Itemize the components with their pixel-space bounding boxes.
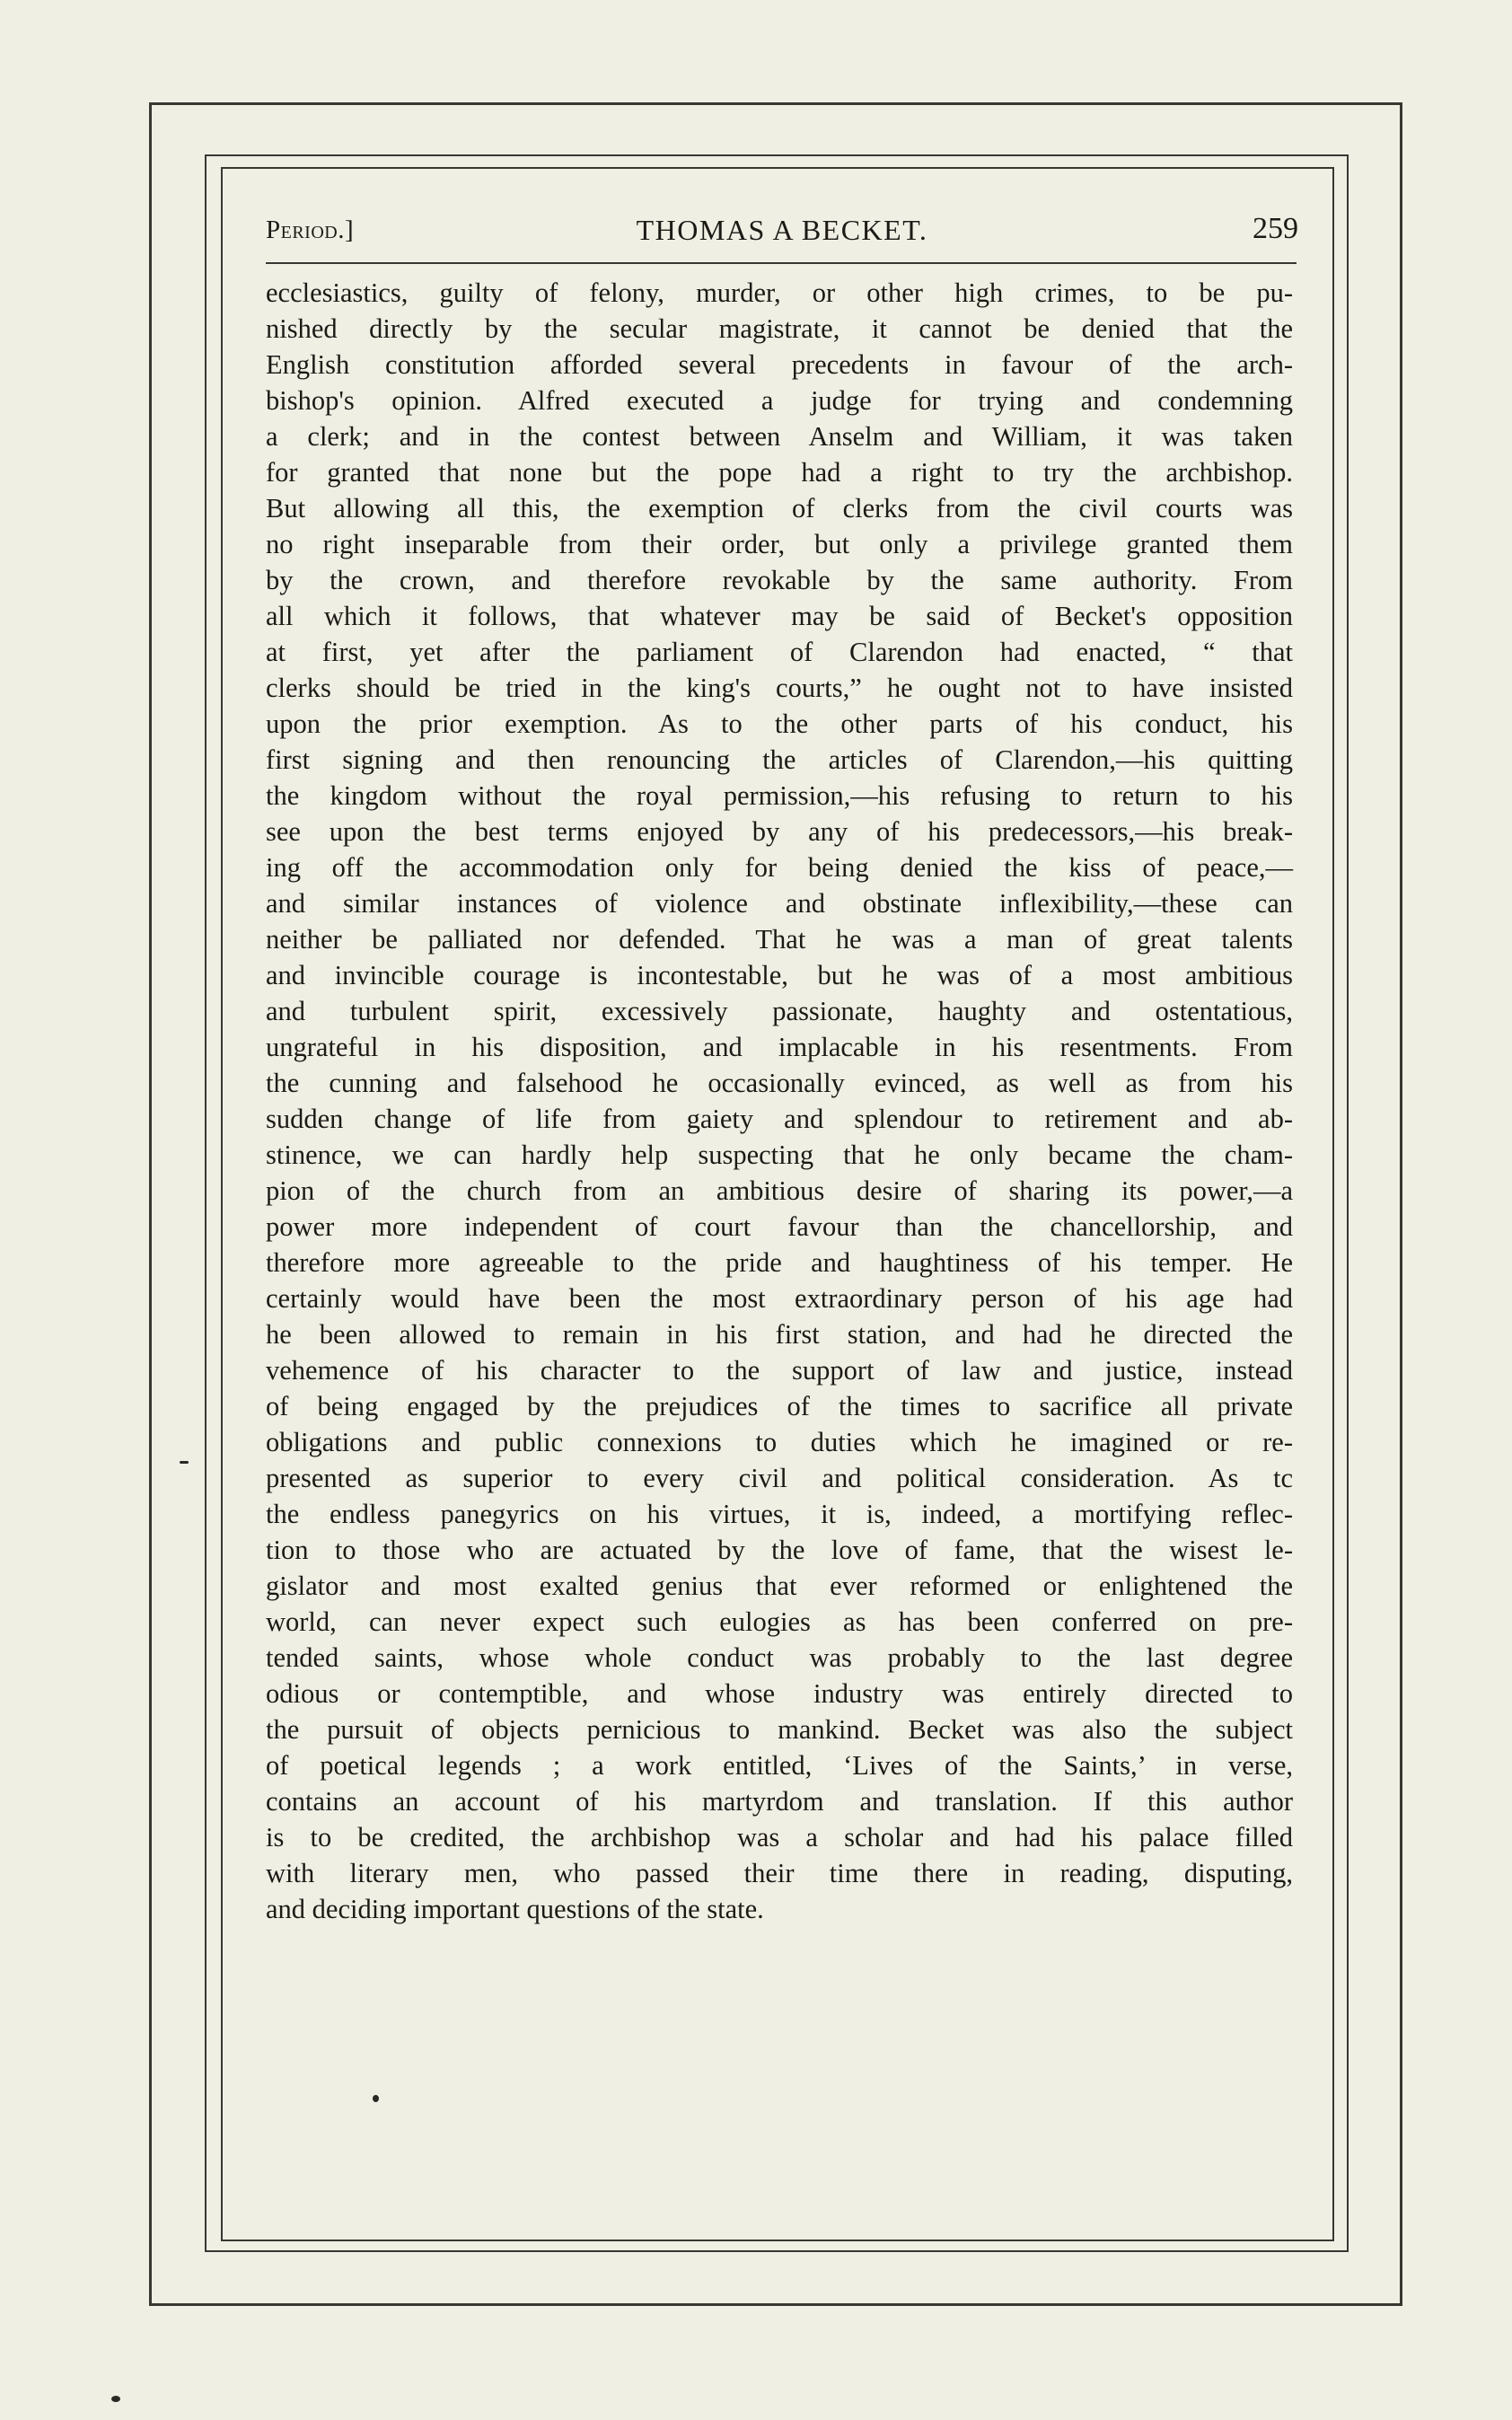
text-line: first signing and then renouncing the articles of Clarendon,—his quitting <box>266 744 1293 775</box>
text-line: is to be credited, the archbishop was a scholar and had his palace filled <box>266 1822 1293 1852</box>
text-line: and turbulent spirit, excessively passionate, haughty and ostentatious, <box>266 996 1293 1026</box>
running-head-section: Period.] <box>266 216 355 244</box>
text-line: and invincible courage is incontestable, but he was of a most ambitious <box>266 960 1293 990</box>
text-line: certainly would have been the most extraordinary person of his age had <box>266 1283 1293 1314</box>
text-line: all which it follows, that whatever may be said of Becket's opposition <box>266 601 1293 631</box>
text-line: and similar instances of violence and obstinate inflexibility,—these can <box>266 888 1293 919</box>
text-line: by the crown, and therefore revokable by the same authority. From <box>266 565 1293 595</box>
text-line: at first, yet after the parliament of Clarendon had enacted, “ that <box>266 637 1293 667</box>
text-line: stinence, we can hardly help suspecting that he only became the cham- <box>266 1140 1293 1170</box>
text-line: power more independent of court favour than the chancellorship, and <box>266 1211 1293 1242</box>
text-line: of being engaged by the prejudices of the times to sacrifice all private <box>266 1391 1293 1421</box>
text-line: odious or contemptible, and whose industry was entirely directed to <box>266 1678 1293 1709</box>
text-line: ecclesiastics, guilty of felony, murder, or other high crimes, to be pu- <box>266 277 1293 308</box>
text-line: upon the prior exemption. As to the other parts of his conduct, his <box>266 708 1293 739</box>
text-line: the cunning and falsehood he occasionally evinced, as well as from his <box>266 1068 1293 1098</box>
text-line: contains an account of his martyrdom and translation. If this author <box>266 1786 1293 1817</box>
text-line: tion to those who are actuated by the love of fame, that the wisest le- <box>266 1535 1293 1565</box>
page-number: 259 <box>1253 212 1298 245</box>
text-line: nished directly by the secular magistrate, it cannot be denied that the <box>266 313 1293 344</box>
body-text <box>266 275 1293 1927</box>
text-line: he been allowed to remain in his first station, and had he directed the <box>266 1319 1293 1350</box>
text-line: neither be palliated nor defended. That he was a man of great talents <box>266 924 1293 955</box>
text-line: ungrateful in his disposition, and implacable in his resentments. From <box>266 1032 1293 1062</box>
text-line: a clerk; and in the contest between Anselm and William, it was taken <box>266 421 1293 452</box>
ink-speck <box>180 1461 189 1464</box>
text-line: of poetical legends ; a work entitled, ‘Lives of the Saints,’ in verse, <box>266 1750 1293 1781</box>
text-line: gislator and most exalted genius that ever reformed or enlightened the <box>266 1571 1293 1601</box>
text-line: see upon the best terms enjoyed by any of his predecessors,—his break- <box>266 816 1293 847</box>
text-line: for granted that none but the pope had a right to try the archbishop. <box>266 457 1293 488</box>
running-title: THOMAS A BECKET. <box>636 214 928 246</box>
text-line: the pursuit of objects pernicious to mankind. Becket was also the subject <box>266 1714 1293 1745</box>
text-line: tended saints, whose whole conduct was probably to the last degree <box>266 1642 1293 1673</box>
ink-speck <box>111 2396 120 2402</box>
text-line: the endless panegyrics on his virtues, it is, indeed, a mortifying reflec- <box>266 1499 1293 1529</box>
text-line: therefore more agreeable to the pride and haughtiness of his temper. He <box>266 1247 1293 1278</box>
text-line: no right inseparable from their order, but only a privilege granted them <box>266 529 1293 559</box>
text-line: clerks should be tried in the king's courts,” he ought not to have insisted <box>266 673 1293 703</box>
text-line: English constitution afforded several precedents in favour of the arch- <box>266 349 1293 380</box>
header-rule <box>266 262 1297 264</box>
text-line-last: and deciding important questions of the state. <box>266 1894 764 1924</box>
ink-speck <box>373 2095 379 2102</box>
text-line: bishop's opinion. Alfred executed a judge for trying and condemning <box>266 385 1293 416</box>
text-line: pion of the church from an ambitious desire of sharing its power,—a <box>266 1175 1293 1206</box>
text-line: sudden change of life from gaiety and splendour to retirement and ab- <box>266 1104 1293 1134</box>
text-line: obligations and public connexions to duties which he imagined or re- <box>266 1427 1293 1457</box>
text-line: world, can never expect such eulogies as has been conferred on pre- <box>266 1606 1293 1637</box>
text-line: the kingdom without the royal permission,—his refusing to return to his <box>266 780 1293 811</box>
text-line: But allowing all this, the exemption of clerks from the civil courts was <box>266 493 1293 524</box>
text-line: vehemence of his character to the support of law and justice, instead <box>266 1355 1293 1386</box>
page-header <box>266 208 1298 253</box>
text-line: ing off the accommodation only for being denied the kiss of peace,— <box>266 852 1293 883</box>
text-line: with literary men, who passed their time there in reading, disputing, <box>266 1858 1293 1888</box>
text-line: presented as superior to every civil and political consideration. As tc <box>266 1463 1293 1493</box>
